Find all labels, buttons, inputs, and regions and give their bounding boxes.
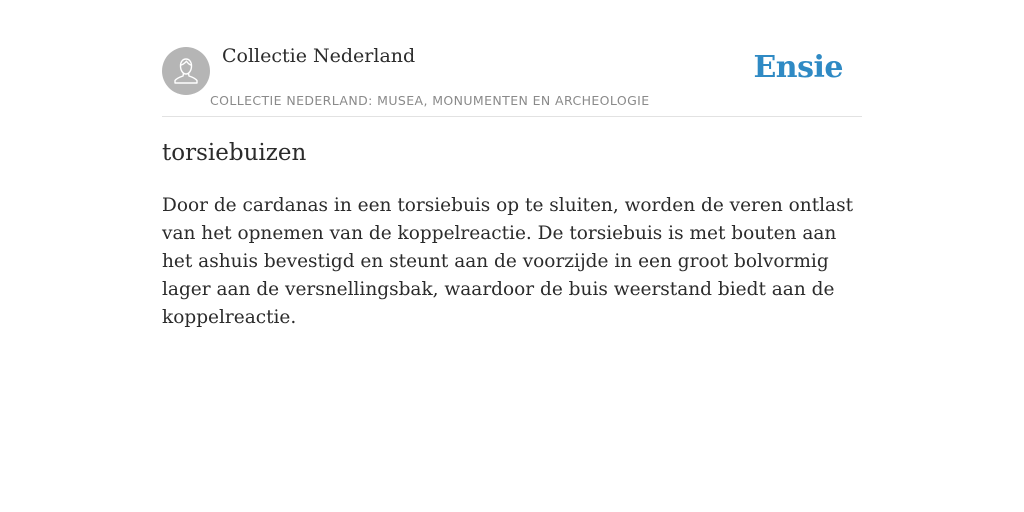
author-name[interactable]: Collectie Nederland bbox=[222, 45, 416, 67]
entry-body: Door de cardanas in een torsiebuis op te sluiten, worden de veren ontlast van het opnemen van de koppelreactie. De torsiebuis is met bouten aan het ashuis bevestigd en steunt aan de voorzijde in een groot bolvormig lager aan de versnellingsbak, waardoor de buis weerstand biedt aan de koppelreactie. bbox=[162, 195, 854, 328]
entry-card bbox=[162, 0, 862, 328]
author-subtitle: COLLECTIE NEDERLAND: MUSEA, MONUMENTEN EN ARCHEOLOGIE bbox=[210, 93, 650, 108]
author-avatar[interactable] bbox=[162, 47, 210, 95]
user-silhouette-icon bbox=[162, 47, 210, 95]
ensie-logo-link[interactable]: Ensie bbox=[753, 50, 843, 85]
entry-header bbox=[162, 0, 862, 117]
entry-title: torsiebuizen bbox=[162, 140, 307, 166]
